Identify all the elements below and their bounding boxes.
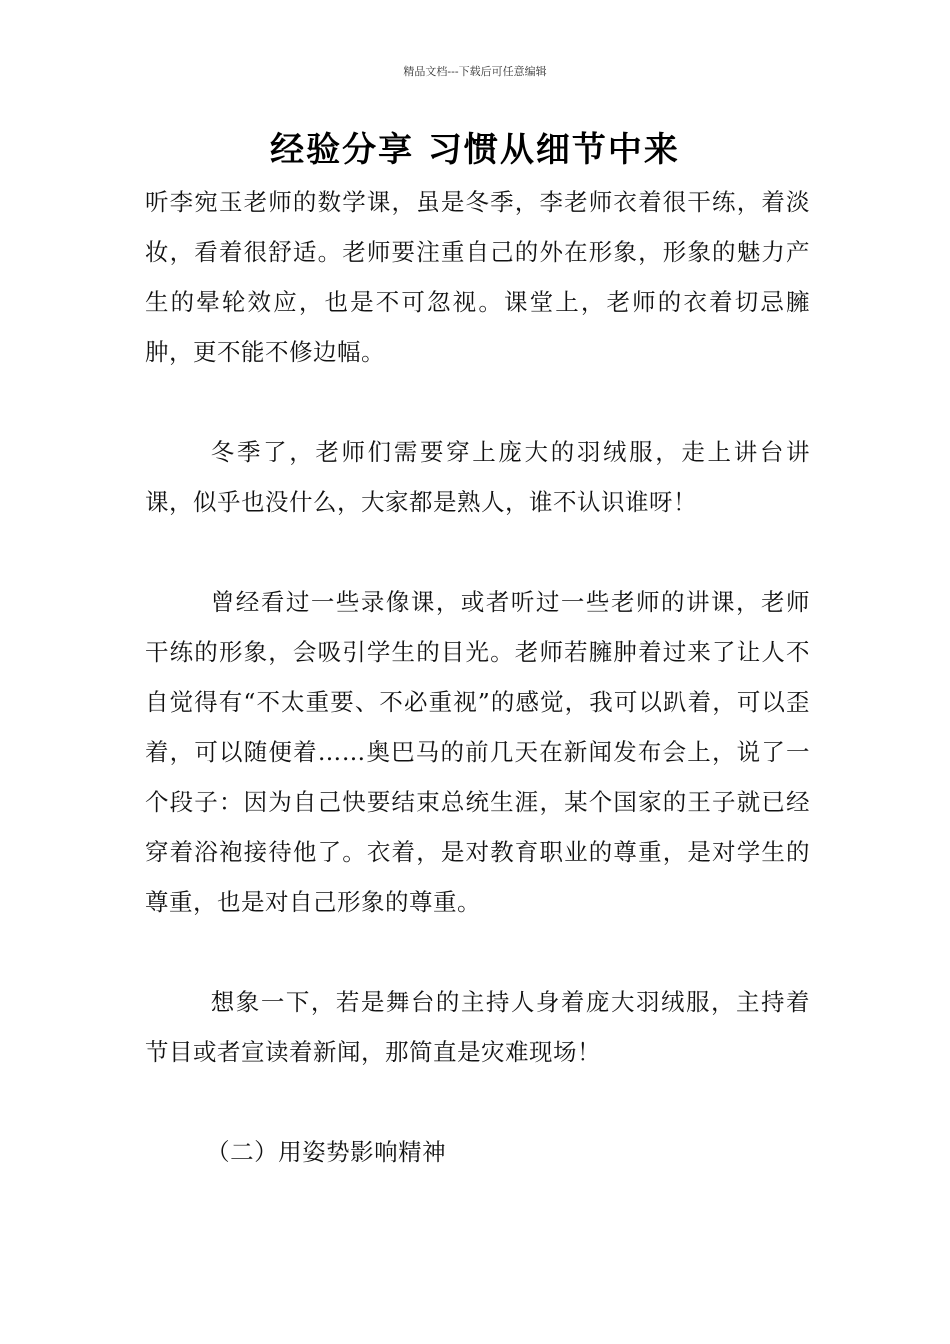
document-body [145,177,810,1177]
document-title: 经验分享 习惯从细节中来 [270,130,680,170]
paragraph-2: 冬季了，老师们需要穿上庞大的羽绒服，走上讲台讲课，似乎也没什么，大家都是熟人，谁不认识谁呀！ [145,438,810,516]
paragraph-spacer [145,927,810,977]
paragraph-spacer [145,377,810,427]
paragraph-1: 听李宛玉老师的数学课，虽是冬季，李老师衣着很干练，着淡妆，看着很舒适。老师要注重自己的外在形象，形象的魅力产生的晕轮效应，也是不可忽视。课堂上，老师的衣着切忌臃肿，更不能不修边幅。 [145,188,810,366]
header-note: 精品文档---下载后可任意编辑 [403,65,547,78]
paragraph-spacer [145,527,810,577]
paragraph-spacer [145,1077,810,1127]
paragraph-3: 曾经看过一些录像课，或者听过一些老师的讲课，老师干练的形象，会吸引学生的目光。老师若臃肿着过来了让人不自觉得有“不太重要、不必重视”的感觉，我可以趴着，可以歪着，可以随便着……奥巴马的前几天在新闻发布会上，说了一个段子：因为自己快要结束总统生涯，某个国家的王子就已经穿着浴袍接待他了。衣着，是对教育职业的尊重，是对学生的尊重，也是对自己形象的尊重。 [145,588,810,916]
section-subheading: （二）用姿势影响精神 [206,1138,447,1166]
paragraph-4: 想象一下，若是舞台的主持人身着庞大羽绒服，主持着节目或者宣读着新闻，那简直是灾难现场！ [145,988,810,1066]
